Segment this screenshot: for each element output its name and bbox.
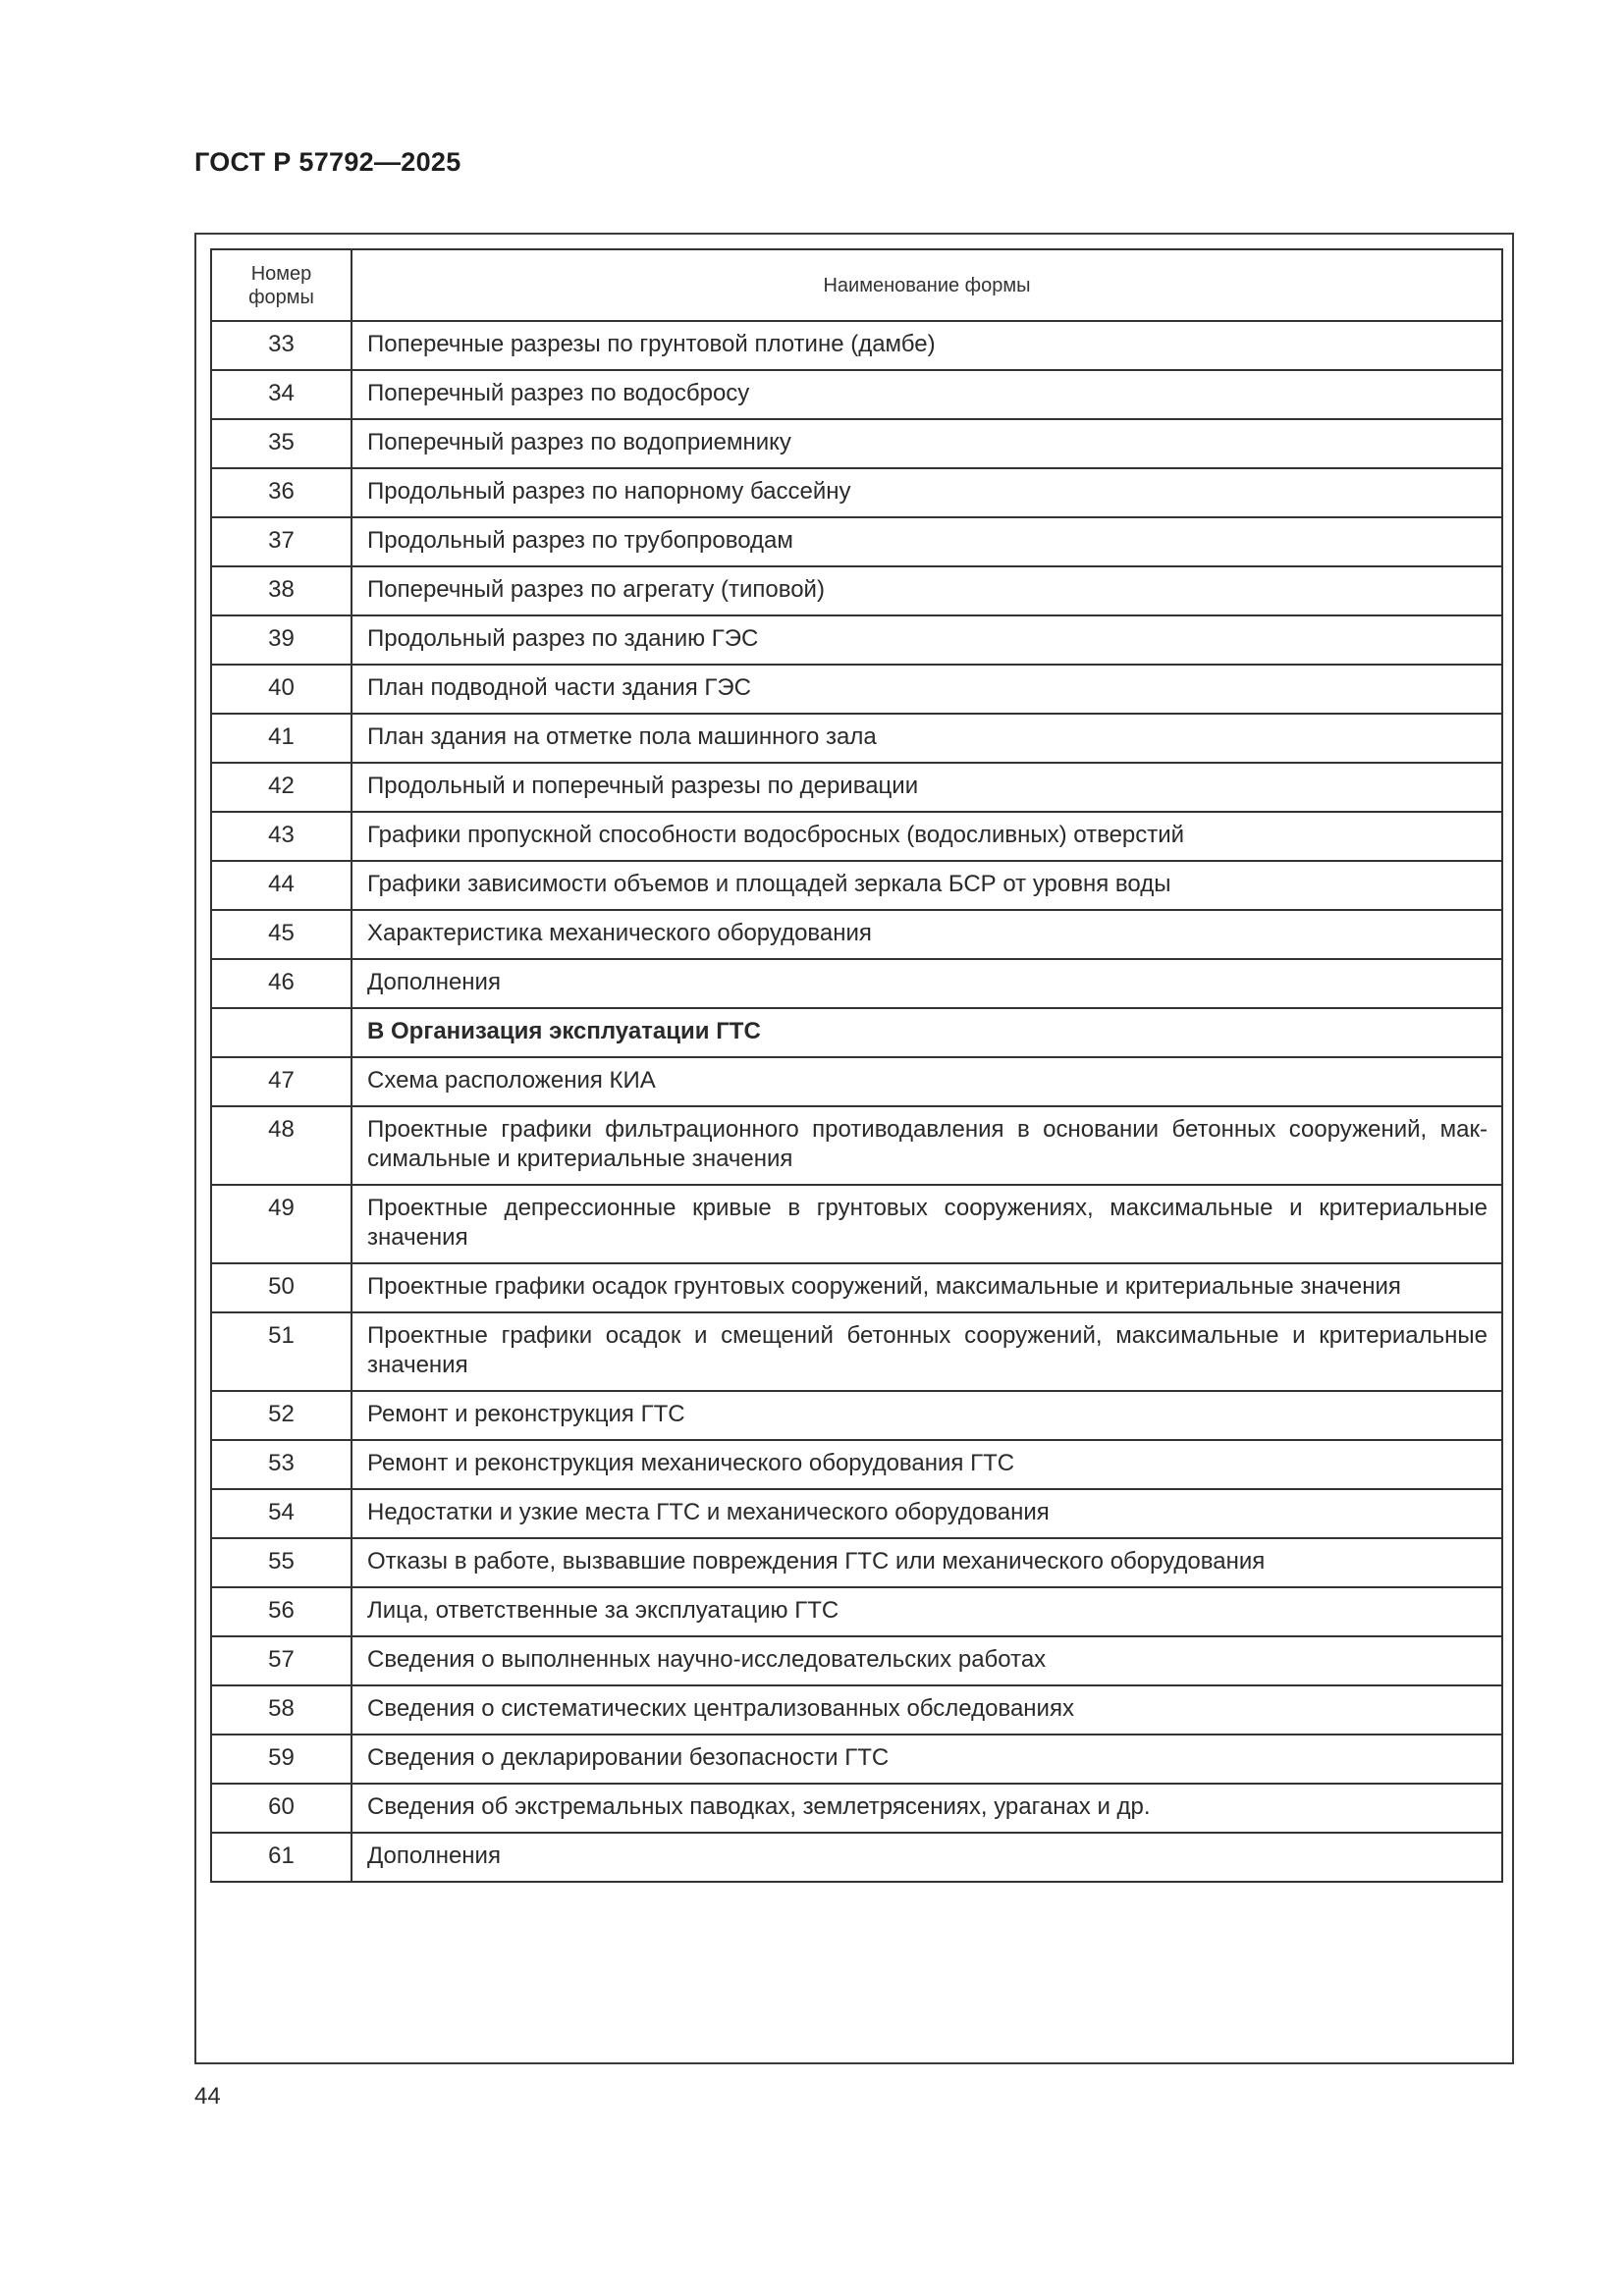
table-row bbox=[211, 959, 1502, 1008]
form-number-cell: 33 bbox=[211, 321, 352, 370]
form-number-cell: 60 bbox=[211, 1784, 352, 1833]
table-row bbox=[211, 1057, 1502, 1106]
column-header-name-label: Наименование формы bbox=[823, 274, 1031, 296]
table-row bbox=[211, 861, 1502, 910]
forms-table bbox=[210, 248, 1503, 1883]
form-number-cell: 36 bbox=[211, 468, 352, 517]
table-row bbox=[211, 615, 1502, 665]
form-name-cell: Продольный и поперечный разрезы по деривации bbox=[352, 763, 1502, 812]
form-name-cell: Ремонт и реконструкция ГТС bbox=[352, 1391, 1502, 1440]
form-number-cell: 47 bbox=[211, 1057, 352, 1106]
table-row bbox=[211, 1312, 1502, 1391]
table-row bbox=[211, 1391, 1502, 1440]
table-row bbox=[211, 763, 1502, 812]
column-header-number bbox=[211, 249, 352, 321]
form-number-cell: 42 bbox=[211, 763, 352, 812]
table-row bbox=[211, 812, 1502, 861]
column-header-number-label: Номер формы bbox=[248, 262, 314, 308]
form-name-cell: Проектные графики осадок грунтовых сооружений, максимальные и критериальные значения bbox=[352, 1263, 1502, 1312]
table-row bbox=[211, 1685, 1502, 1735]
table-row bbox=[211, 419, 1502, 468]
form-number-cell: 44 bbox=[211, 861, 352, 910]
table-row bbox=[211, 1263, 1502, 1312]
form-name-cell: Графики зависимости объемов и площадей зеркала БСР от уровня воды bbox=[352, 861, 1502, 910]
form-number-cell: 46 bbox=[211, 959, 352, 1008]
form-name-cell: Проектные графики фильтрационного противодавления в основании бетонных сооружений, мак-симальные и критериальные значения bbox=[352, 1106, 1502, 1185]
form-number-cell: 54 bbox=[211, 1489, 352, 1538]
form-number-cell bbox=[211, 1008, 352, 1057]
form-number-cell: 55 bbox=[211, 1538, 352, 1587]
form-name-cell: Отказы в работе, вызвавшие повреждения ГТС или механического оборудования bbox=[352, 1538, 1502, 1587]
form-number-cell: 57 bbox=[211, 1636, 352, 1685]
form-number-cell: 51 bbox=[211, 1312, 352, 1391]
form-name-cell: Поперечные разрезы по грунтовой плотине (дамбе) bbox=[352, 321, 1502, 370]
form-number-cell: 34 bbox=[211, 370, 352, 419]
form-name-cell: Дополнения bbox=[352, 1833, 1502, 1882]
table-row bbox=[211, 1784, 1502, 1833]
form-name-cell: Недостатки и узкие места ГТС и механического оборудования bbox=[352, 1489, 1502, 1538]
table-row bbox=[211, 321, 1502, 370]
form-name-cell: Поперечный разрез по водосбросу bbox=[352, 370, 1502, 419]
form-number-cell: 58 bbox=[211, 1685, 352, 1735]
form-number-cell: 37 bbox=[211, 517, 352, 566]
form-name-cell: Поперечный разрез по агрегату (типовой) bbox=[352, 566, 1502, 615]
form-name-cell: Проектные депрессионные кривые в грунтовых сооружениях, максимальные и критериальные значения bbox=[352, 1185, 1502, 1263]
form-number-cell: 59 bbox=[211, 1735, 352, 1784]
form-name-cell: Сведения о выполненных научно-исследовательских работах bbox=[352, 1636, 1502, 1685]
form-number-cell: 50 bbox=[211, 1263, 352, 1312]
form-name-cell: План здания на отметке пола машинного зала bbox=[352, 714, 1502, 763]
form-number-cell: 49 bbox=[211, 1185, 352, 1263]
table-row bbox=[211, 1587, 1502, 1636]
form-number-cell: 48 bbox=[211, 1106, 352, 1185]
form-name-cell: Проектные графики осадок и смещений бетонных сооружений, максимальные и критериальные значения bbox=[352, 1312, 1502, 1391]
table-row bbox=[211, 468, 1502, 517]
form-number-cell: 35 bbox=[211, 419, 352, 468]
form-name-cell: Схема расположения КИА bbox=[352, 1057, 1502, 1106]
table-row bbox=[211, 1538, 1502, 1587]
document-header: ГОСТ Р 57792—2025 bbox=[194, 147, 461, 177]
form-name-cell: Сведения об экстремальных паводках, землетрясениях, ураганах и др. bbox=[352, 1784, 1502, 1833]
table-row bbox=[211, 1185, 1502, 1263]
form-name-cell: Графики пропускной способности водосбросных (водосливных) отверстий bbox=[352, 812, 1502, 861]
table-row bbox=[211, 1833, 1502, 1882]
page-number: 44 bbox=[194, 2083, 221, 2109]
form-name-cell: Сведения о систематических централизованных обследованиях bbox=[352, 1685, 1502, 1735]
table-row bbox=[211, 1440, 1502, 1489]
table-row bbox=[211, 1735, 1502, 1784]
table-row bbox=[211, 665, 1502, 714]
table-row bbox=[211, 370, 1502, 419]
form-number-cell: 43 bbox=[211, 812, 352, 861]
form-name-cell: Сведения о декларировании безопасности ГТС bbox=[352, 1735, 1502, 1784]
table-row bbox=[211, 517, 1502, 566]
form-name-cell: План подводной части здания ГЭС bbox=[352, 665, 1502, 714]
table-row bbox=[211, 910, 1502, 959]
form-name-cell: Продольный разрез по зданию ГЭС bbox=[352, 615, 1502, 665]
form-number-cell: 45 bbox=[211, 910, 352, 959]
table-row bbox=[211, 1636, 1502, 1685]
column-header-name bbox=[352, 249, 1502, 321]
form-name-cell: Продольный разрез по трубопроводам bbox=[352, 517, 1502, 566]
table-row bbox=[211, 566, 1502, 615]
form-name-cell: Поперечный разрез по водоприемнику bbox=[352, 419, 1502, 468]
form-number-cell: 40 bbox=[211, 665, 352, 714]
form-number-cell: 61 bbox=[211, 1833, 352, 1882]
table-row bbox=[211, 1106, 1502, 1185]
form-name-cell: Лица, ответственные за эксплуатацию ГТС bbox=[352, 1587, 1502, 1636]
form-name-cell: Ремонт и реконструкция механического оборудования ГТС bbox=[352, 1440, 1502, 1489]
form-number-cell: 56 bbox=[211, 1587, 352, 1636]
table-header-row bbox=[211, 249, 1502, 321]
section-title-cell: В Организация эксплуатации ГТС bbox=[352, 1008, 1502, 1057]
form-number-cell: 53 bbox=[211, 1440, 352, 1489]
form-number-cell: 41 bbox=[211, 714, 352, 763]
form-name-cell: Дополнения bbox=[352, 959, 1502, 1008]
table-row bbox=[211, 714, 1502, 763]
form-number-cell: 38 bbox=[211, 566, 352, 615]
form-number-cell: 52 bbox=[211, 1391, 352, 1440]
table-section-row bbox=[211, 1008, 1502, 1057]
form-number-cell: 39 bbox=[211, 615, 352, 665]
table-body bbox=[211, 321, 1502, 1882]
form-name-cell: Продольный разрез по напорному бассейну bbox=[352, 468, 1502, 517]
table-row bbox=[211, 1489, 1502, 1538]
form-name-cell: Характеристика механического оборудования bbox=[352, 910, 1502, 959]
